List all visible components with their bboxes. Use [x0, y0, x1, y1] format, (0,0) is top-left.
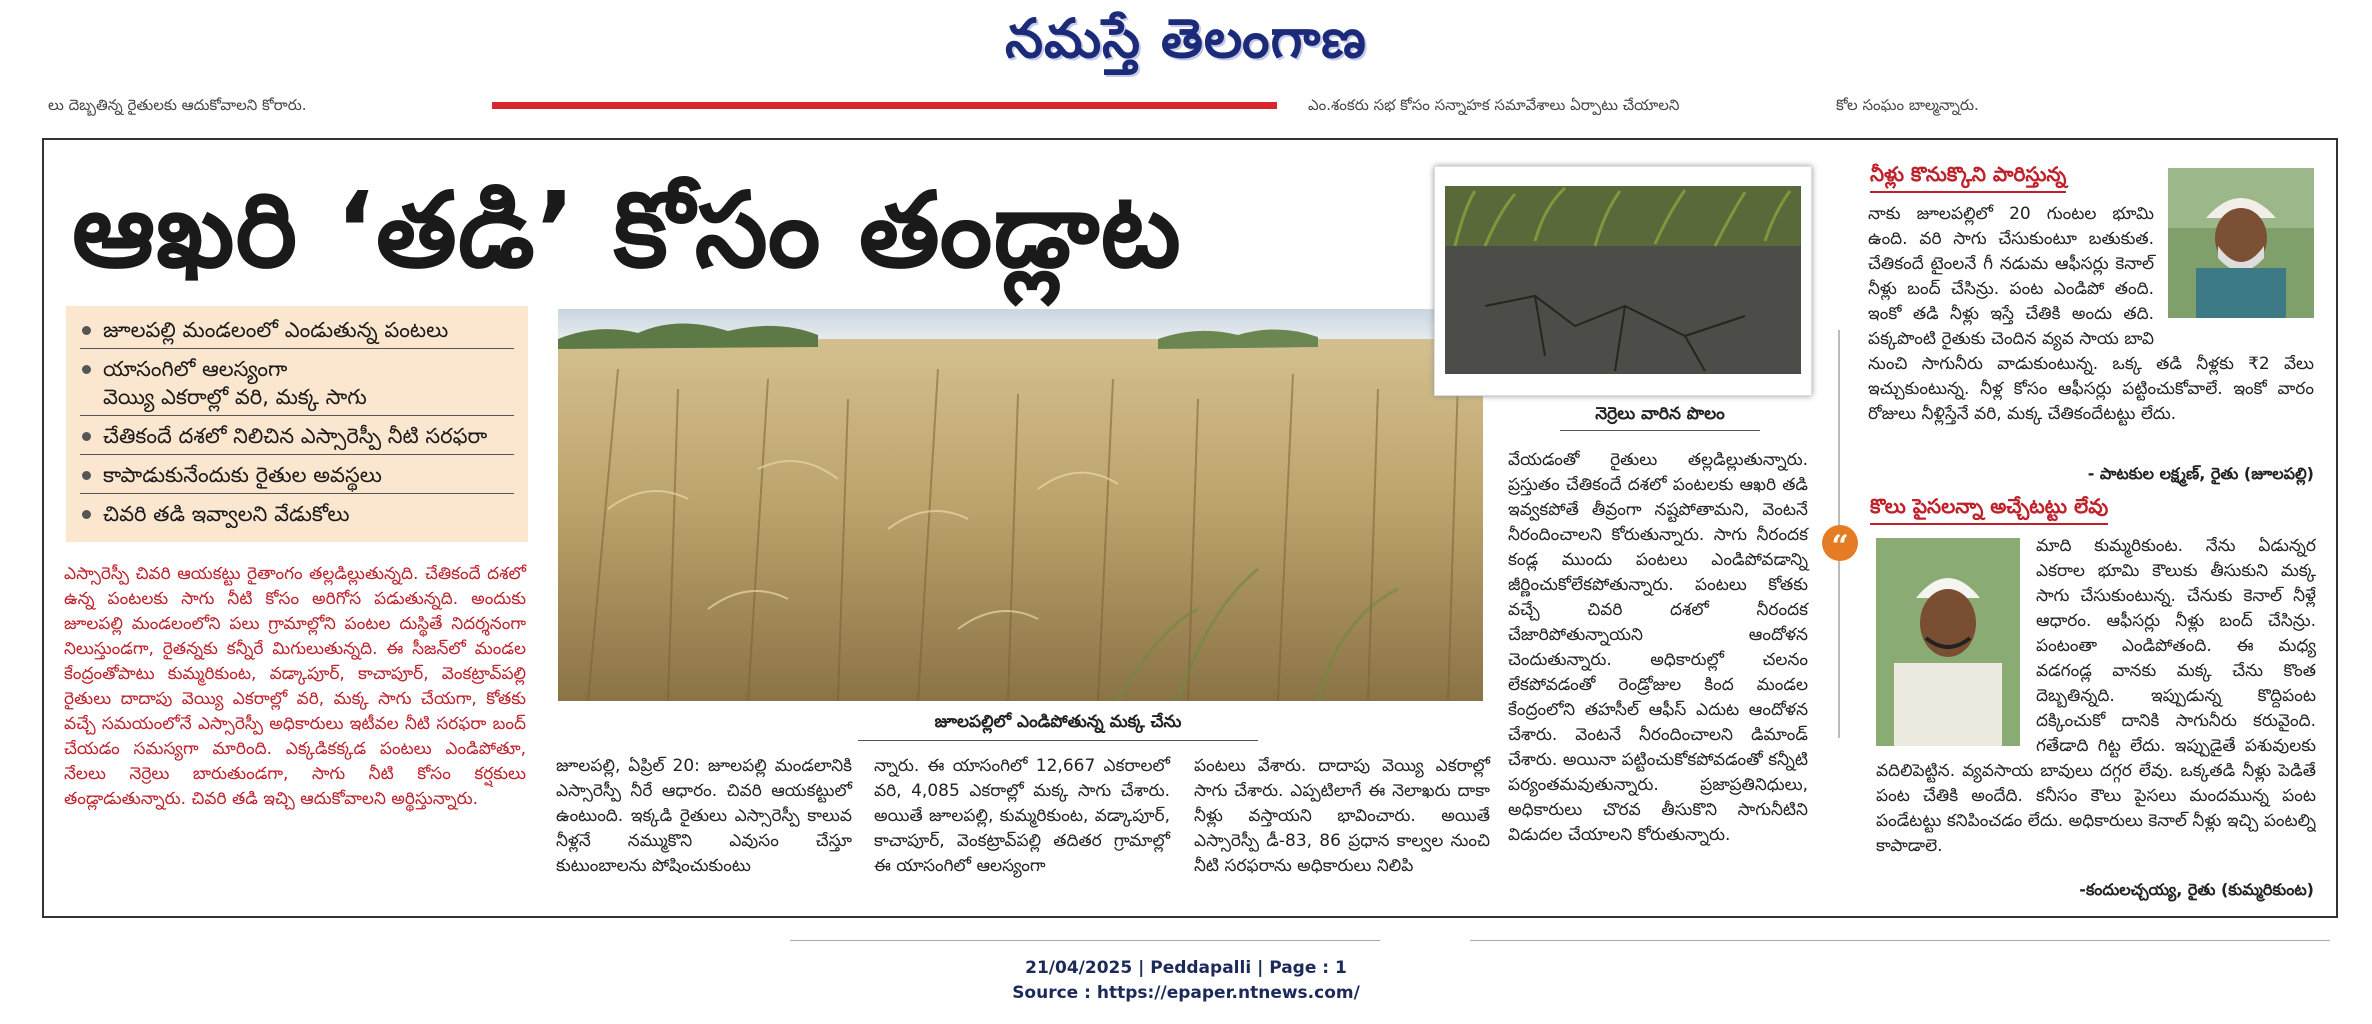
main-photo-maize-field	[558, 309, 1483, 701]
main-photo-caption: జూలపల్లిలో ఎండిపోతున్న మక్క చేను	[858, 712, 1258, 741]
highlight-text: యాసంగిలో ఆలస్యంగా వెయ్యి ఎకరాల్లో వరి, మక్క సాగు	[103, 357, 367, 409]
highlight-item	[80, 355, 514, 416]
side-story-1-signature: - పాటకుల లక్ష్మణ్, రైతు (జూలపల్లి)	[2087, 464, 2314, 483]
top-strip-right: ఎం.శంకరు సభ కోసం సన్నాహక సమావేశాలు ఏర్పాటు చేయాలని	[1308, 96, 1680, 114]
side-story-2-text	[1876, 534, 2316, 902]
highlight-item	[80, 316, 514, 349]
article-column-3: పంటలు వేశారు. దాదాపు వెయ్యి ఎకరాల్లో సాగు చేశారు. ఎప్పటిలాగే ఈ నెలాఖరు దాకా నీళ్లు వస్తాయని భావించారు. అయితే ఎస్సారెస్పీ డీ-83, 86 ప్రధాన కాల్వల నుంచి నీటి సరఫరాను అధికారులు నిలిపి	[1194, 756, 1490, 876]
bullet-icon	[82, 326, 91, 335]
highlight-item	[80, 422, 514, 455]
bullet-icon	[82, 365, 91, 374]
bullet-icon	[82, 432, 91, 441]
intro-paragraph: ఎస్సారెస్పీ చివరి ఆయకట్టు రైతాంగం తల్లడిల్లుతున్నది. చేతికందే దశలో ఉన్న పంటలకు సాగు నీటి కోసం అరిగోస పడుతున్నది. అందుకు జూలపల్లి మండలంలోని పలు గ్రామాల్లోని పంటల దుస్థితే నిదర్శనంగా నిలుస్తుండగా, రైతన్నకు కన్నీరే మిగులుతున్నది. ఈ సీజన్‌లో మండల కేంద్రంతోపాటు కుమ్మరికుంట, వడ్కాపూర్, కాచాపూర్, వెంకట్రావ్‌పల్లి రైతులు దాదాపు వెయ్యి ఎకరాల్లో వరి, మక్క సాగు చేయగా, కోతకు వచ్చే సమయంలోనే ఎస్సారెస్పీ అధికారులు ఇటీవల నీటి సరఫరా బంద్ చేయడం సమస్యగా మారింది. ఎక్కడికక్కడ పంటలు ఎండిపోతూ, నేలలు నెర్రెలు బారుతుండగా, సాగు నీటి కోసం కర్షకులు తండ్లాడుతున్నారు. చివరి తడి ఇచ్చి ఆదుకోవాలని అర్థిస్తున్నారు.	[64, 564, 526, 809]
headline: ఆఖరి ‘తడి’ కోసం తండ్లాట	[72, 169, 1182, 291]
side-story-1-text	[1868, 202, 2314, 440]
side-story-1-body: నాకు జూలపల్లిలో 20 గుంటల భూమి ఉంది. వరి సాగు చేసుకుంటూ బతుకుత. చేతికందే టైంలనే గీ నడుమ ఆఫీసర్లు కెనాల్ నీళ్లు బంద్ చేసిన్రు. పంట ఎండిపో తంది. ఇంకో తడి నీళ్లు ఇస్తే చేతికి అందు తది. పక్కపొంటి రైతుకు చెందిన వ్యవ సాయ బావి నుంచి సాగునీరు వాడుకుంటున్న. ఒక్క తడి నీళ్లకు ₹2 వేలు ఇచ్చుకుంటున్న. నీళ్ల కోసం ఆఫీసర్లు పట్టించుకోవాలే. ఇంకో వారం రోజులు నీళ్లిస్తేనే వరి, మక్క చేతికందేటట్టు లేదు.	[1868, 204, 2314, 424]
side-story-1-title: నీళ్లు కొనుక్కొని పారిస్తున్న	[1870, 162, 2066, 193]
footer-rule-right	[1470, 940, 2330, 941]
quote-icon: “	[1822, 525, 1858, 561]
article-column-4: వేయడంతో రైతులు తల్లడిల్లుతున్నారు. ప్రస్తుతం చేతికందే దశలో పంటలకు ఆఖరి తడి ఇవ్వకపోతే తీవ్రంగా నష్టపోతామని, వెంటనే నీరందించాలని కోరుతున్నారు. సాగు నీరందక కండ్ల ముందు పంటలు ఎండిపోవడాన్ని జీర్ణించుకోలేకపోతున్నారు. పంటలు కోతకు వచ్చే చివరి దశలో నీరందక చేజారిపోతున్నాయని ఆందోళన చెందుతున్నారు. అధికారుల్లో చలనం లేకపోవడంతో రెండ్రోజుల కింద మండల కేంద్రంలోని తహసీల్ ఆఫీస్ ఎదుట ఆందోళన చేశారు. వెంటనే నీరందించాలని డిమాండ్ చేశారు. అయినా పట్టించుకోకపోవడంతో కన్నీటి పర్యంతమవుతున్నారు. ప్రజాప్రతినిధులు, అధికారులు చొరవ తీసుకొని సాగునీటిని విడుదల చేయాలని కోరుతున్నారు.	[1508, 450, 1808, 845]
highlight-text: చేతికందే దశలో నిలిచిన ఎస్సారెస్పీ నీటి సరఫరా	[103, 424, 488, 448]
footer-rule-left	[790, 940, 1380, 941]
side-story-2-title: కొలు పైసలన్నా అచ్చేటట్టు లేవు	[1870, 494, 2108, 525]
article-column-2: న్నారు. ఈ యాసంగిలో 12,667 ఎకరాలలో వరి, 4,085 ఎకరాల్లో మక్క సాగు చేశారు. అయితే జూలపల్లి, కుమ్మరికుంట, వడ్కాపూర్, కాచాపూర్, వెంకట్రావ్‌పల్లి తదితర గ్రామాల్లో ఈ యాసంగిలో ఆలస్యంగా	[874, 756, 1170, 876]
highlight-text: కాపాడుకునేందుకు రైతుల అవస్థలు	[103, 463, 382, 487]
highlight-item	[80, 500, 514, 532]
side-story-2-body: మాది కుమ్మరికుంట. నేను ఏడున్నర ఎకరాల భూమి కౌలుకు తీసుకుని మక్క సాగు చేసుకుంటున్న. చేనుకు కెనాల్ నీళ్లే ఆధారం. ఆఫీసర్లు నీళ్లు బంద్ చేసిన్రు. పంటంతా ఎండిపోతంది. ఈ మధ్య వడగండ్ల వానకు మక్క చేను కొంత దెబ్బతిన్నది. ఇప్పుడున్న కొద్దిపంట దక్కించుకో దానికి సాగునీరు కరువైంది. గతేడాది గిట్ట లేదు. ఇప్పుడైతే పశువులకు వదిలిపెట్టిన. వ్యవసాయ బావులు దగ్గర లేవు. ఒక్కతడి నీళ్లు పెడితే పంట చేతికి అందేది. కనీసం కౌలు పైసలు మందమున్న పంట పండేటట్టు కనిపించడం లేదు. అధికారులు కెనాల్ నీళ్లు ఇచ్చి పంటల్ని కాపాడాలె.	[1876, 536, 2316, 856]
bullet-icon	[82, 471, 91, 480]
highlights-box	[66, 306, 528, 542]
highlight-text: జూలపల్లి మండలంలో ఎండుతున్న పంటలు	[103, 318, 449, 342]
top-strip-far-right: కోల సంఘం బాల్మన్నారు.	[1836, 96, 1979, 114]
top-strip-left: లు దెబ్బతిన్న రైతులకు ఆదుకోవాలని కోరారు.	[48, 96, 307, 114]
inset-photo-cracked-field	[1434, 166, 1812, 396]
highlight-item	[80, 461, 514, 494]
article-column-1: జూలపల్లి, ఏప్రిల్ 20: జూలపల్లి మండలానికి ఎస్సారెస్పీ నీరే ఆధారం. చివరి ఆయకట్టులో ఉంటుంది. ఇక్కడి రైతులు ఎస్సారెస్పీ కాలువ నీళ్లనే నమ్ముకొని ఎవుసం చేస్తూ కుటుంబాలను పోషించుకుంటు	[556, 756, 852, 876]
footer-source: Source : https://epaper.ntnews.com/	[1012, 983, 1360, 1003]
side-story-2-signature: -కందులచ్చయ్య, రైతు (కుమ్మరికుంట)	[2079, 880, 2314, 899]
masthead-logo: నమస్తే తెలంగాణ	[1005, 6, 1367, 70]
bullet-icon	[82, 510, 91, 519]
footer-date-edition: 21/04/2025 | Peddapalli | Page : 1	[1025, 958, 1347, 978]
inset-photo-caption: నెర్రెలు వారిన పొలం	[1560, 404, 1760, 431]
red-rule	[492, 102, 1277, 109]
highlight-text: చివరి తడి ఇవ్వాలని వేడుకోలు	[103, 502, 350, 526]
